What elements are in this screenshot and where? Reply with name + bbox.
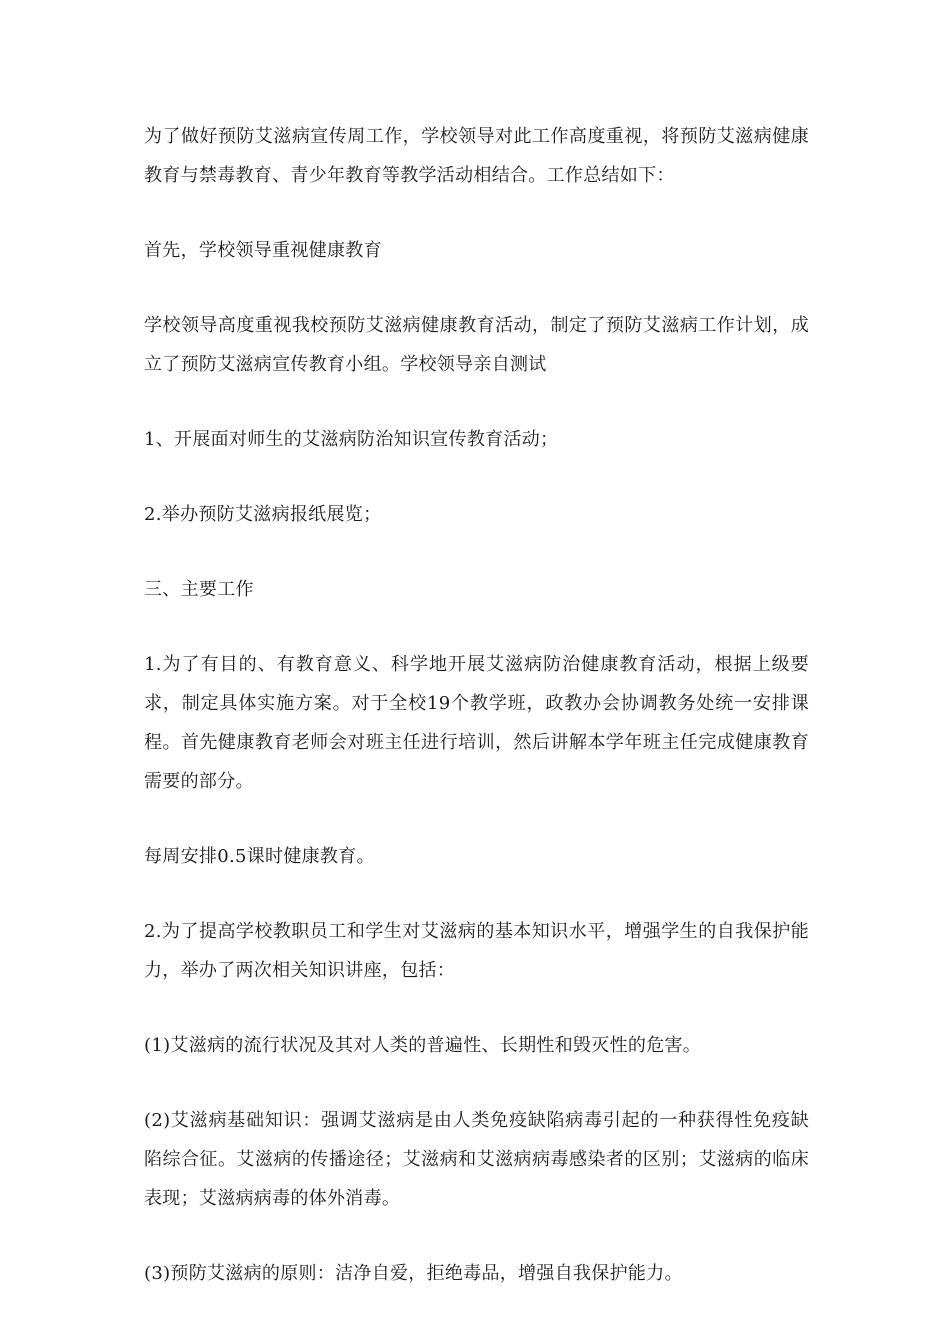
list-item: 1、开展面对师生的艾滋病防治知识宣传教育活动；	[144, 429, 559, 450]
lecture-topic-item: (2)艾滋病基础知识：强调艾滋病是由人类免疫缺陷病毒引起的一种获得性免疫缺陷综合征。艾滋病的传播途径；艾滋病和艾滋病病毒感染者的区别；艾滋病的临床表现；艾滋病病毒的体外消毒。	[144, 1110, 809, 1209]
list-item: 2.举办预防艾滋病报纸展览；	[144, 504, 382, 525]
weekly-schedule-paragraph: 每周安排0.5课时健康教育。	[144, 846, 375, 867]
lecture-topic-item: (3)预防艾滋病的原则：洁净自爱，拒绝毒品，增强自我保护能力。	[144, 1263, 683, 1284]
intro-paragraph: 为了做好预防艾滋病宣传周工作，学校领导对此工作高度重视，将预防艾滋病健康教育与禁毒教育、青少年教育等教学活动相结合。工作总结如下：	[144, 126, 809, 186]
main-work-paragraph-1: 1.为了有目的、有教育意义、科学地开展艾滋病防治健康教育活动，根据上级要求，制定具体实施方案。对于全校19个教学班，政教办会协调教务处统一安排课程。首先健康教育老师会对班主任进行培训，然后讲解本学年班主任完成健康教育需要的部分。	[144, 654, 809, 792]
section-heading-main-work: 三、主要工作	[144, 579, 254, 600]
document-body	[144, 117, 809, 1329]
leadership-paragraph: 学校领导高度重视我校预防艾滋病健康教育活动，制定了预防艾滋病工作计划，成立了预防艾滋病宣传教育小组。学校领导亲自测试	[144, 315, 809, 375]
main-work-paragraph-2: 2.为了提高学校教职员工和学生对艾滋病的基本知识水平，增强学生的自我保护能力，举办了两次相关知识讲座，包括：	[144, 921, 809, 981]
lecture-topic-item: (1)艾滋病的流行状况及其对人类的普遍性、长期性和毁灭性的危害。	[144, 1035, 702, 1056]
section-heading-leadership: 首先，学校领导重视健康教育	[144, 240, 382, 261]
